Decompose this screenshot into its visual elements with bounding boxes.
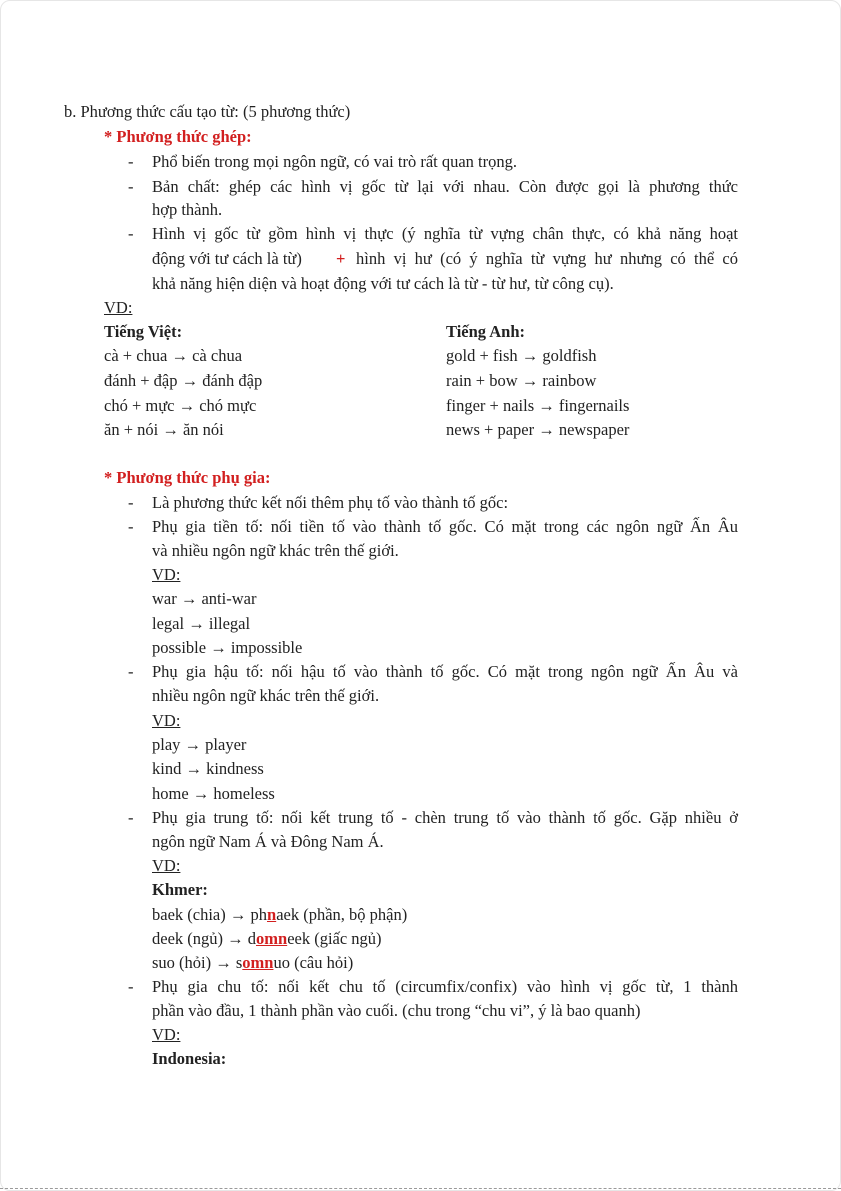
suffix-example: kind → kindness <box>152 759 264 778</box>
infix-highlight: n <box>267 905 277 924</box>
suffix-line1: Phụ gia hậu tố: nối hậu tố vào thành tố gốc. Có mặt trong ngôn ngữ Ấn Âu và <box>152 662 738 681</box>
english-label: Tiếng Anh: <box>446 322 526 341</box>
section-heading: b. Phương thức cấu tạo từ: (5 phương thức) <box>64 102 351 121</box>
suffix-example: play → player <box>152 735 247 754</box>
page-bottom-edge <box>0 1188 841 1189</box>
vd-label: VD: <box>152 1025 181 1044</box>
circumfix-line1: Phụ gia chu tố: nối kết chu tố (circumfix/confix) vào hình vị gốc từ, 1 thành <box>152 977 738 996</box>
affix-title: * Phương thức phụ gia: <box>104 468 271 487</box>
bullet-dash: - <box>128 977 134 996</box>
bullet-dash: - <box>128 662 134 681</box>
compound-bullet-3-line2b: hình vị hư (có ý nghĩa từ vựng hư nhưng có thể có <box>356 249 738 268</box>
bullet-dash: - <box>128 177 134 196</box>
vd-label: VD: <box>152 856 181 875</box>
vi-example: cà + chua → cà chua <box>104 346 243 365</box>
vd-label: VD: <box>152 711 181 730</box>
bullet-dash: - <box>128 517 134 536</box>
en-example: news + paper → newspaper <box>446 420 630 439</box>
compound-bullet-3-line3: khả năng hiện diện và hoạt động với tư cách là từ - từ hư, từ công cụ). <box>152 274 614 293</box>
infix-example <box>152 905 407 925</box>
compound-bullet-3-line2a: động với tư cách là từ) <box>152 249 302 268</box>
infix-example-pre: suo (hỏi) → s <box>152 953 243 972</box>
vietnamese-label: Tiếng Việt: <box>104 322 183 341</box>
suffix-line2: nhiều ngôn ngữ khác trên thế giới. <box>152 686 380 705</box>
compound-bullet-2-line2: hợp thành. <box>152 200 223 219</box>
infix-example-pre: baek (chia) → ph <box>152 905 267 924</box>
compound-bullet-1: Phổ biến trong mọi ngôn ngữ, có vai trò rất quan trọng. <box>152 152 518 171</box>
infix-highlight: omn <box>242 953 274 972</box>
plus-sign: + <box>336 249 346 268</box>
en-example: rain + bow → rainbow <box>446 371 597 390</box>
bullet-dash: - <box>128 493 134 512</box>
vi-example: ăn + nói → ăn nói <box>104 420 224 439</box>
infix-line2: ngôn ngữ Nam Á và Đông Nam Á. <box>152 832 384 851</box>
affix-intro: Là phương thức kết nối thêm phụ tố vào thành tố gốc: <box>152 493 509 512</box>
infix-example-post: uo (câu hỏi) <box>273 953 354 972</box>
infix-example-pre: deek (ngủ) → d <box>152 929 257 948</box>
prefix-example: legal → illegal <box>152 614 251 633</box>
infix-example <box>152 929 382 949</box>
en-example: gold + fish → goldfish <box>446 346 597 365</box>
bullet-dash: - <box>128 808 134 827</box>
compound-title: * Phương thức ghép: <box>104 127 252 146</box>
infix-line1: Phụ gia trung tố: nối kết trung tố - chèn trung tố vào thành tố gốc. Gặp nhiều ở <box>152 808 738 827</box>
khmer-label: Khmer: <box>152 880 208 899</box>
bullet-dash: - <box>128 152 134 171</box>
circumfix-line2: phần vào đầu, 1 thành phần vào cuối. (chu trong “chu vi”, ý là bao quanh) <box>152 1001 641 1020</box>
infix-highlight: omn <box>256 929 288 948</box>
en-example: finger + nails → fingernails <box>446 396 630 415</box>
prefix-line2: và nhiều ngôn ngữ khác trên thế giới. <box>152 541 399 560</box>
prefix-example: possible → impossible <box>152 638 303 657</box>
prefix-line1: Phụ gia tiền tố: nối tiền tố vào thành tố gốc. Có mặt trong các ngôn ngữ Ấn Âu <box>152 517 738 536</box>
prefix-example: war → anti-war <box>152 589 257 608</box>
compound-bullet-2-line1: Bản chất: ghép các hình vị gốc từ lại với nhau. Còn được gọi là phương thức <box>152 177 738 196</box>
compound-bullet-3-line1: Hình vị gốc từ gồm hình vị thực (ý nghĩa từ vựng chân thực, có khả năng hoạt <box>152 224 738 243</box>
suffix-example: home → homeless <box>152 784 275 803</box>
infix-example-post: eek (giấc ngủ) <box>287 929 382 948</box>
indonesia-label: Indonesia: <box>152 1049 227 1068</box>
infix-example <box>152 953 353 973</box>
bullet-dash: - <box>128 224 134 243</box>
infix-example-post: aek (phần, bộ phận) <box>276 905 408 924</box>
vi-example: đánh + đập → đánh đập <box>104 371 263 390</box>
vd-label: VD: <box>152 565 181 584</box>
vd-label: VD: <box>104 298 133 317</box>
vi-example: chó + mực → chó mực <box>104 396 257 415</box>
